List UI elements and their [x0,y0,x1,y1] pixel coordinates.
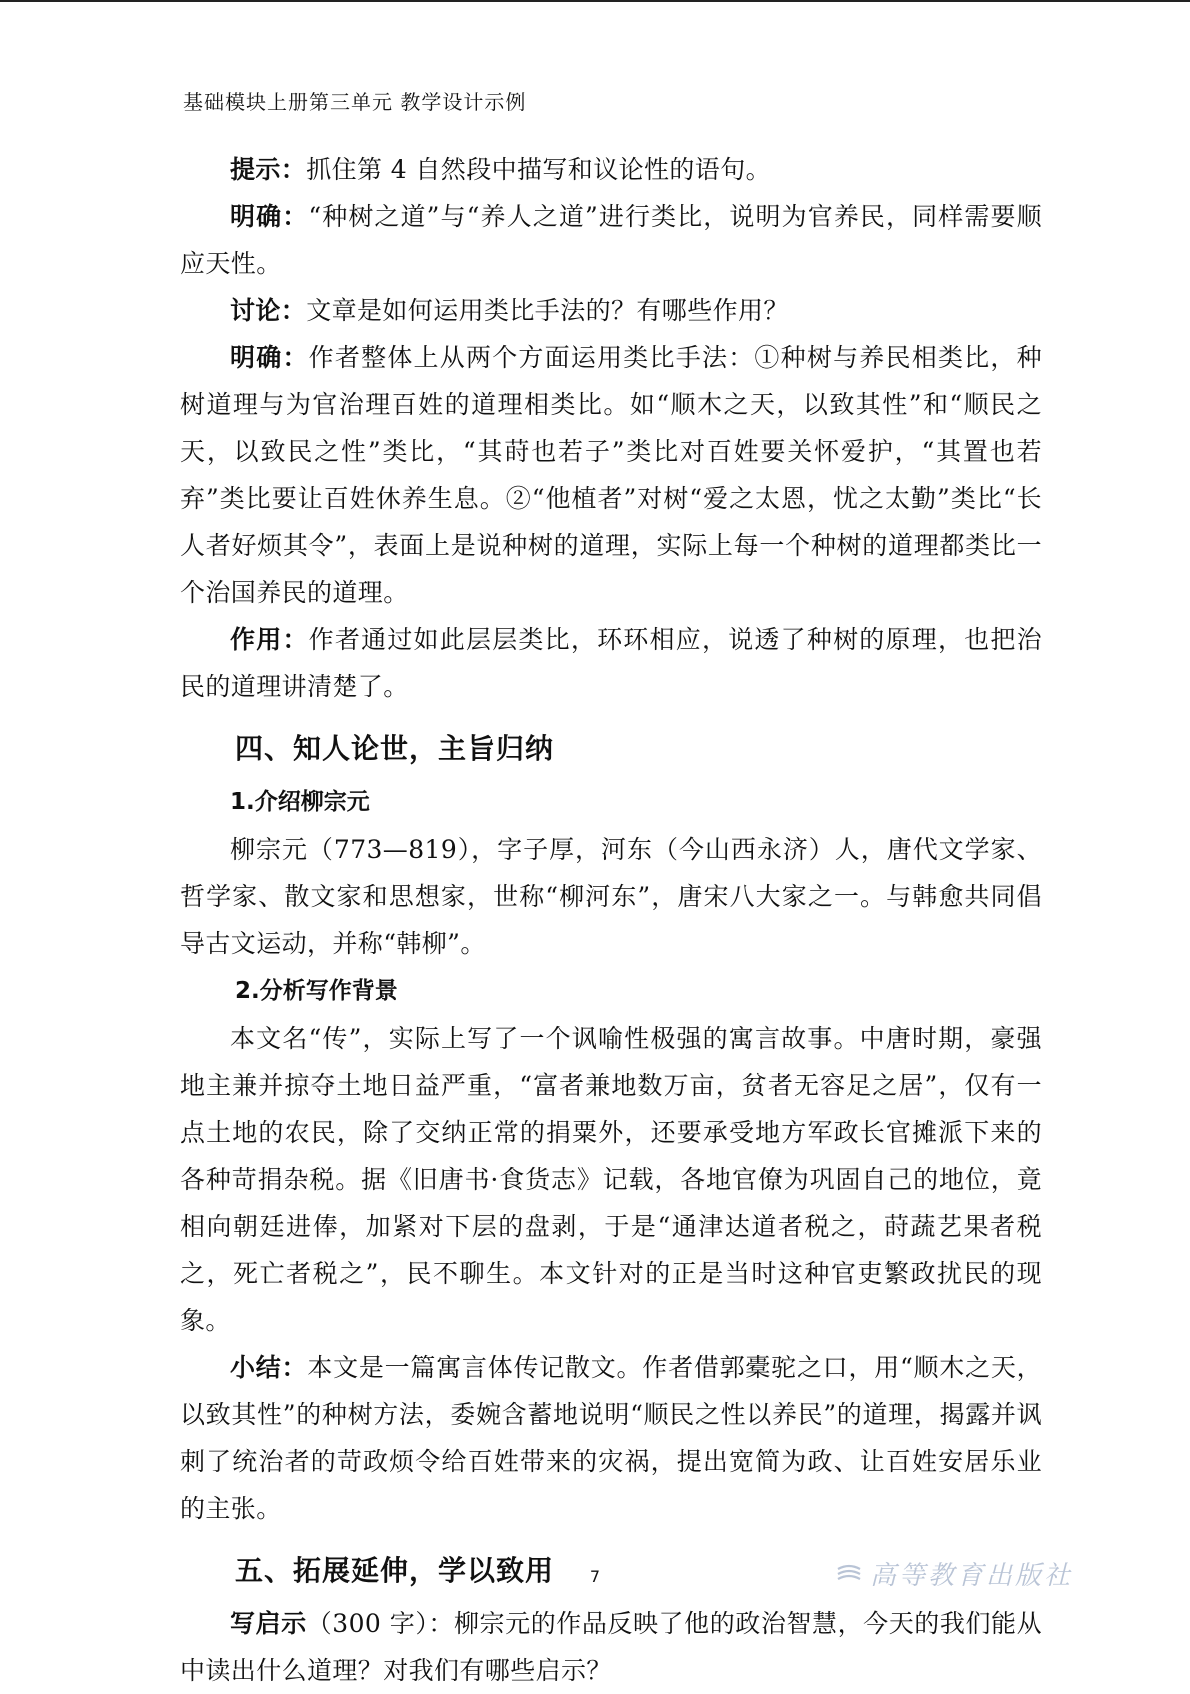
summary-text: 本文是一篇寓言体传记散文。作者借郭橐驼之口，用“顺木之天，以致其性”的种树方法，委婉含蓄地说明“顺民之性以养民”的道理，揭露并讽刺了统治者的苛政烦令给百姓带来的灾祸，提出宽简为政、让百姓安居乐业的主张。 [180,1353,1042,1523]
summary-paragraph [180,1344,1042,1532]
top-rule [0,0,1190,2]
author-bio-paragraph [180,826,1042,967]
clarify-paragraph [180,193,1042,287]
effect-text: 作者通过如此层层类比，环环相应，说透了种树的原理，也把治民的道理讲清楚了。 [180,625,1043,701]
running-header: 基础模块上册第三单元 教学设计示例 [183,90,527,114]
publisher-watermark [836,1555,1073,1592]
subheading-author: 1.介绍柳宗元 [230,789,370,815]
clarify-label: 明确： [230,202,309,231]
writing-task-text: （300 字）：柳宗元的作品反映了他的政治智慧，今天的我们能从中读出什么道理？对我们有哪些启示？ [180,1609,1042,1685]
publisher-name: 高等教育出版社 [870,1561,1074,1591]
subheading-background: 2.分析写作背景 [235,978,398,1004]
background-paragraph [180,1015,1042,1344]
writing-task-paragraph [180,1600,1042,1694]
writing-task-label: 写启示 [230,1609,307,1638]
clarify-analogy-paragraph [180,334,1042,616]
clarify-text: “种树之道”与“养人之道”进行类比，说明为官养民，同样需要顺应天性。 [180,202,1042,278]
hint-text: 抓住第 4 自然段中描写和议论性的语句。 [306,155,772,184]
clarify-analogy-text: 作者整体上从两个方面运用类比手法：①种树与养民相类比，种树道理与为官治理百姓的道理相类比。如“顺木之天，以致其性”和“顺民之天，以致民之性”类比，“其莳也若子”类比对百姓要关怀爱护，“其置也若弃”类比要让百姓休养生息。②“他植者”对树“爱之太恩，忧之太勤”类比“长人者好烦其令”，表面上是说种树的道理，实际上每一个种树的道理都类比一个治国养民的道理。 [180,343,1043,607]
section-heading-5: 五、拓展延伸，学以致用 [235,1554,555,1587]
hint-label: 提示： [230,155,307,184]
section-heading-4: 四、知人论世，主旨归纳 [235,732,555,765]
clarify-label: 明确： [230,343,309,372]
author-bio-text: 柳宗元（773—819），字子厚，河东（今山西永济）人，唐代文学家、哲学家、散文家和思想家，世称“柳河东”，唐宋八大家之一。与韩愈共同倡导古文运动，并称“韩柳”。 [180,835,1042,958]
hint-paragraph [180,146,1042,193]
discussion-paragraph [180,287,1042,334]
summary-label: 小结： [230,1353,308,1382]
discussion-label: 讨论： [230,296,307,325]
discussion-text: 文章是如何运用类比手法的？有哪些作用？ [306,296,789,325]
page-body [180,146,1042,1694]
background-text: 本文名“传”，实际上写了一个讽喻性极强的寓言故事。中唐时期，豪强地主兼并掠夺土地日益严重，“富者兼地数万亩，贫者无容足之居”，仅有一点土地的农民，除了交纳正常的捐粟外，还要承受地方军政长官摊派下来的各种苛捐杂税。据《旧唐书·食货志》记载，各地官僚为巩固自己的地位，竟相向朝廷进俸，加紧对下层的盘剥，于是“通津达道者税之，莳蔬艺果者税之，死亡者税之”，民不聊生。本文针对的正是当时这种官吏繁政扰民的现象。 [180,1024,1042,1335]
effect-label: 作用： [230,625,309,654]
publisher-logo-icon [836,1563,862,1585]
effect-paragraph [180,616,1042,710]
page-number: 7 [589,1567,601,1586]
